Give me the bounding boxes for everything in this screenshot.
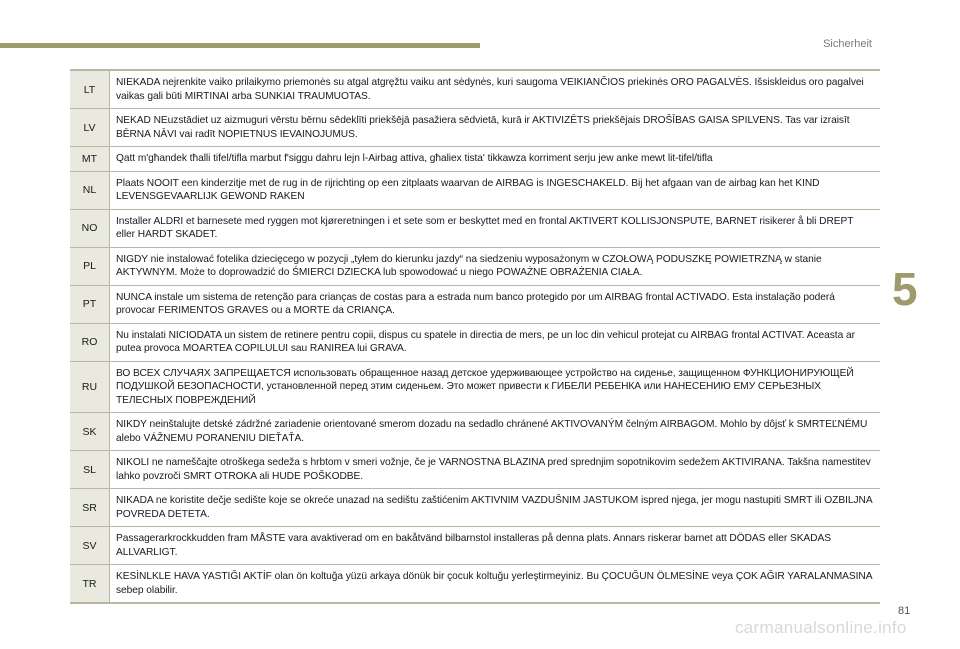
- language-code: SK: [70, 413, 110, 451]
- warning-text: ВО ВСЕХ СЛУЧАЯХ ЗАПРЕЩАЕТСЯ использовать обращенное назад детское удерживающее устройство на сиденье, защищенном ФУНКЦИОНИРУЮЩЕЙ ПОДУШКОЙ БЕЗОПАСНОСТИ, установленной перед этим сиденьем. Это может привести к ГИБЕЛИ РЕБЕНКА или НАНЕСЕНИЮ ЕМУ СЕРЬЕЗНЫХ ТЕЛЕСНЫХ ПОВРЕЖДЕНИЙ: [110, 361, 881, 413]
- warning-text: NIEKADA nejrenkite vaiko prilaikymo priemonės su atgal atgręžtu vaiku ant sėdynės, kuri saugoma VEIKIANČIOS priekinės ORO PAGALVĖS. Išsiskleidus oro pagalvei vaikas gali būti MIRTINAI arba SUNKIAI TRAUMUOTAS.: [110, 70, 881, 109]
- header-accent-bar: [0, 43, 480, 48]
- table-row: [70, 285, 880, 323]
- table-row: [70, 323, 880, 361]
- table-row: [70, 489, 880, 527]
- table-row: [70, 247, 880, 285]
- language-code: NL: [70, 171, 110, 209]
- warning-text: NIGDY nie instalować fotelika dziecięcego w pozycji „tyłem do kierunku jazdy“ na siedzeniu wyposażonym w CZOŁOWĄ PODUSZKĘ POWIETRZNĄ w stanie AKTYWNYM. Może to doprowadzić do ŚMIERCI DZIECKA lub spowodować u niego POWAŻNE OBRAŻENIA CIAŁA.: [110, 247, 881, 285]
- warning-text: NEKAD NEuzstādiet uz aizmuguri vērstu bērnu sēdeklīti priekšējā pasažiera sēdvietā, kurā ir AKTIVIZĒTS priekšējais DROŠĪBAS GAISA SPILVENS. Tas var izraisīt BĒRNA NĀVI vai radīt NOPIETNUS IEVAINOJUMUS.: [110, 109, 881, 147]
- page-number: 81: [898, 605, 911, 617]
- airbag-warning-table: [70, 69, 880, 604]
- warning-text: NIKOLI ne nameščajte otroškega sedeža s hrbtom v smeri vožnje, če je VARNOSTNA BLAZINA pred sprednjim sopotnikovim sedežem AKTIVIRANA. Takšna namestitev lahko povzroči SMRT OTROKA ali HUDE POŠKODBE.: [110, 451, 881, 489]
- table-row: [70, 147, 880, 172]
- warning-text: NIKADA ne koristite dečje sedište koje se okreće unazad na sedištu zaštićenim AKTIVNIM VAZDUŠNIM JASTUKOM ispred njega, jer mogu nastupiti SMRT ili OZBILJNA POVREDA DETETA.: [110, 489, 881, 527]
- warning-text: Installer ALDRI et barnesete med ryggen mot kjøreretningen i et sete som er beskyttet med en frontal AKTIVERT KOLLISJONSPUTE, BARNET risikerer å bli DREPT eller HARDT SKADET.: [110, 209, 881, 247]
- warning-text: Nu instalati NICIODATA un sistem de retinere pentru copii, dispus cu spatele in directia de mers, pe un loc din vehicul protejat cu AIRBAG frontal ACTIVAT. Aceasta ar putea provoca MOARTEA COPILULUI sau RANIREA lui GRAVA.: [110, 323, 881, 361]
- language-code: LT: [70, 70, 110, 109]
- language-code: NO: [70, 209, 110, 247]
- table-row: [70, 109, 880, 147]
- table-row: [70, 413, 880, 451]
- language-code: SR: [70, 489, 110, 527]
- warning-text: Qatt m'għandek tħalli tifel/tifla marbut f'siggu dahru lejn l-Airbag attiva, għaliex tista' tikkawza korriment serju jew anke mewt lit-tifel/tifla: [110, 147, 881, 172]
- table-row: [70, 361, 880, 413]
- warning-text: Passagerarkrockkudden fram MÅSTE vara avaktiverad om en bakåtvänd bilbarnstol installeras på denna plats. Annars riskerar barnet att DÖDAS eller SKADAS ALLVARLIGT.: [110, 527, 881, 565]
- table-row: [70, 565, 880, 604]
- language-code: SV: [70, 527, 110, 565]
- language-code: SL: [70, 451, 110, 489]
- table-row: [70, 527, 880, 565]
- watermark: carmanualsonline.info: [735, 618, 907, 637]
- language-code: TR: [70, 565, 110, 604]
- language-code: MT: [70, 147, 110, 172]
- language-code: PT: [70, 285, 110, 323]
- language-code: PL: [70, 247, 110, 285]
- warning-text: KESİNLKLE HAVA YASTIĞI AKTİF olan ön koltuğa yüzü arkaya dönük bir çocuk koltuğu yerleştirmeyiniz. Bu ÇOCUĞUN ÖLMESİNE veya ÇOK AĞIR YARALANMASINA sebep olabilir.: [116, 571, 872, 596]
- table-row: [70, 451, 880, 489]
- language-code: RU: [70, 361, 110, 413]
- language-code: LV: [70, 109, 110, 147]
- section-title: Sicherheit: [823, 38, 872, 50]
- chapter-number: 5: [892, 263, 918, 315]
- table-row: [70, 70, 880, 109]
- warning-text: Plaats NOOIT een kinderzitje met de rug in de rijrichting op een zitplaats waarvan de AIRBAG is INGESCHAKELD. Bij het afgaan van de airbag kan het KIND LEVENSGEVAARLIJK GEWOND RAKEN: [110, 171, 881, 209]
- table-row: [70, 209, 880, 247]
- language-code: RO: [70, 323, 110, 361]
- warning-text: NIKDY neinštalujte detské zádržné zariadenie orientované smerom dozadu na sedadlo chránené AKTIVOVANÝM čelným AIRBAGOM. Mohlo by dôjsť k SMRTEĽNÉMU alebo VÁŽNEMU PORANENIU DIEŤAŤA.: [110, 413, 881, 451]
- warning-text: NUNCA instale um sistema de retenção para crianças de costas para a estrada num banco protegido por um AIRBAG frontal ACTIVADO. Esta instalação poderá provocar FERIMENTOS GRAVES ou a MORTE da CRIANÇA.: [110, 285, 881, 323]
- table-row: [70, 171, 880, 209]
